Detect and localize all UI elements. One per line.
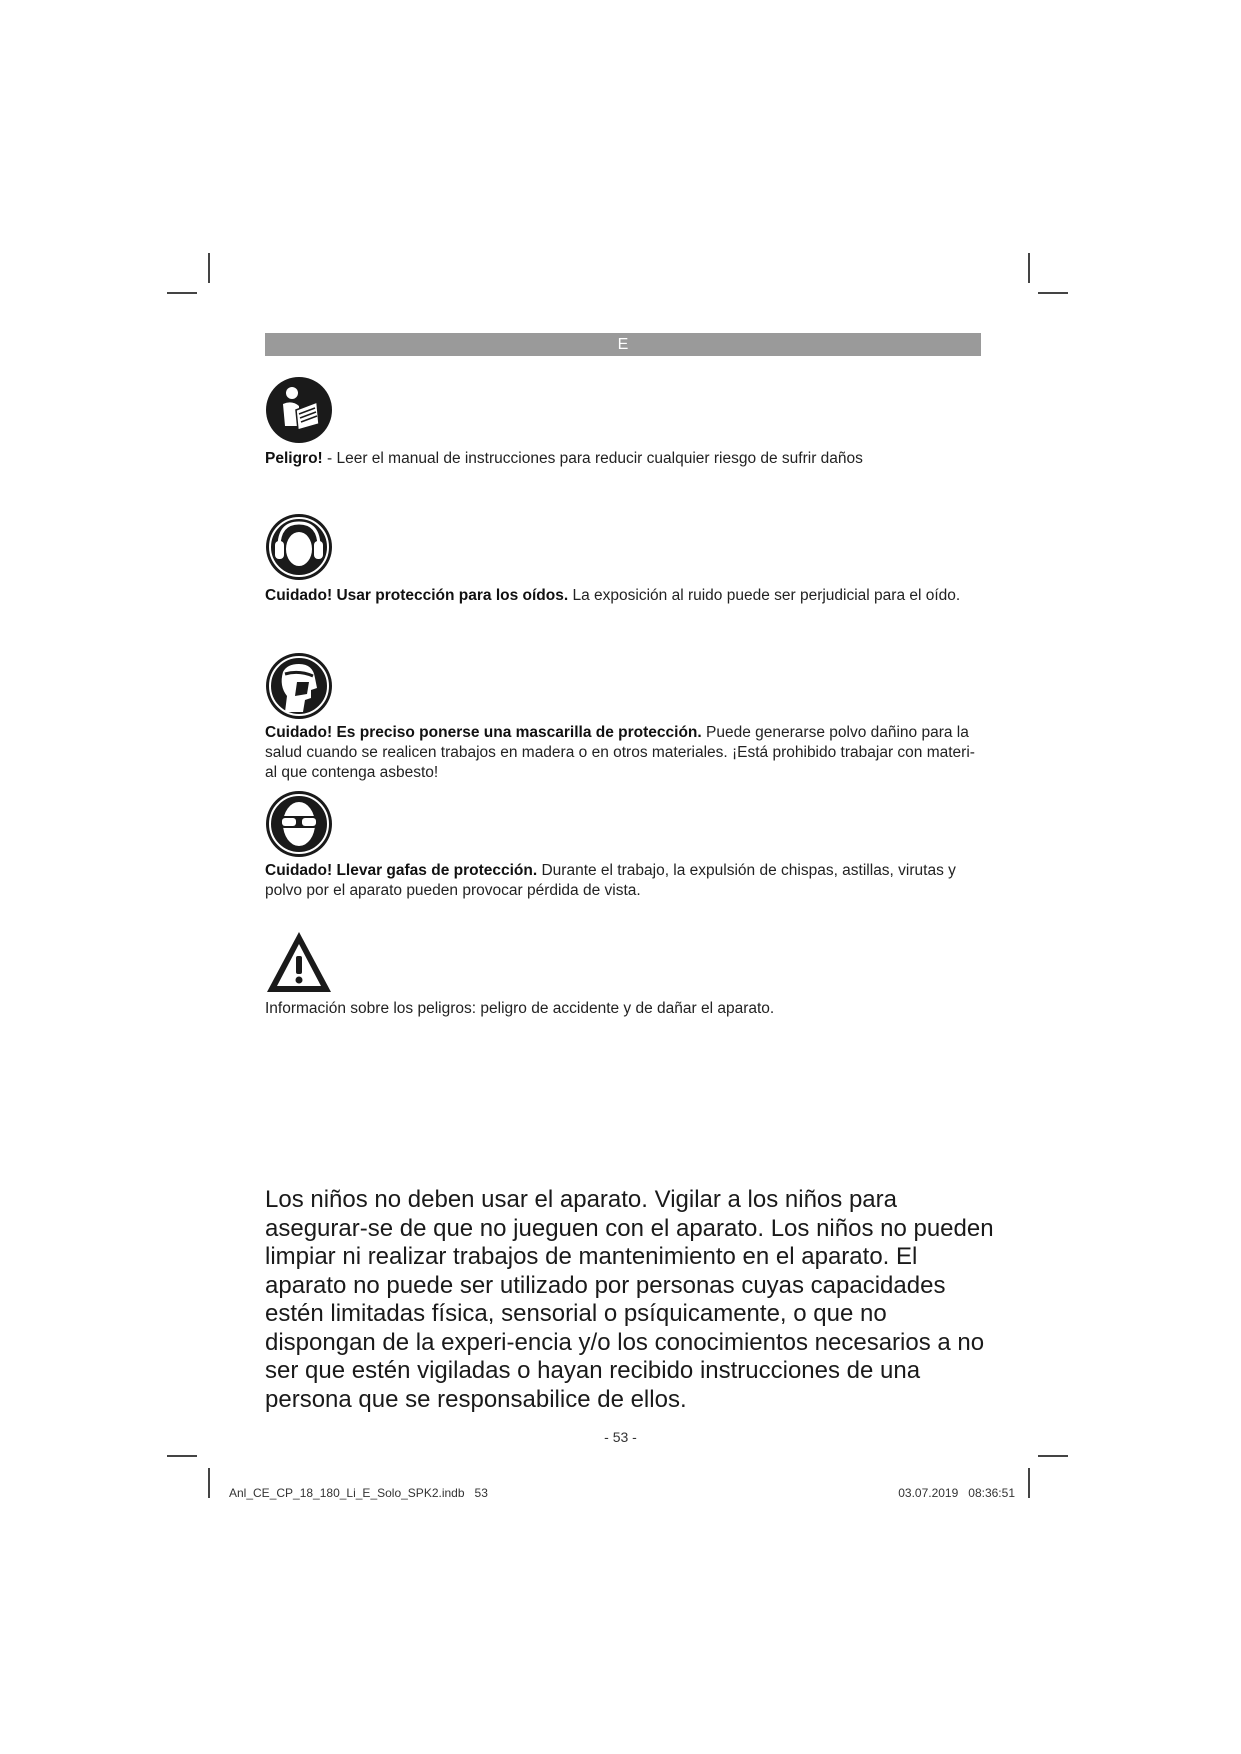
warning-text-safety-goggles [265, 861, 981, 901]
warning-text-general [265, 999, 981, 1019]
warning-bold-label: Cuidado! Llevar gafas de protección. [265, 862, 538, 879]
warning-text-dust-mask [265, 723, 981, 783]
ear-protection-icon [265, 513, 333, 581]
warning-bold-label: Cuidado! Usar protección para los oídos. [265, 587, 569, 604]
crop-mark [208, 1468, 210, 1498]
crop-mark [1038, 292, 1068, 294]
warning-body: La exposición al ruido puede ser perjudicial para el oído. [568, 587, 961, 604]
dust-mask-icon [265, 652, 333, 720]
warning-triangle-icon [265, 928, 333, 996]
crop-mark [1028, 253, 1030, 283]
crop-mark [1038, 1455, 1068, 1457]
footer-datetime: 03.07.2019 08:36:51 [898, 1486, 1015, 1500]
crop-mark [167, 292, 197, 294]
read-manual-icon [265, 376, 333, 444]
warning-text-ear-protection [265, 586, 981, 606]
safety-goggles-icon [265, 790, 333, 858]
footer-file-name: Anl_CE_CP_18_180_Li_E_Solo_SPK2.indb 53 [229, 1486, 488, 1500]
crop-mark [1028, 1468, 1030, 1498]
warning-bold-label: Cuidado! Es preciso ponerse una mascarilla de protección. [265, 724, 702, 741]
warning-body: - Leer el manual de instrucciones para reducir cualquier riesgo de sufrir daños [322, 450, 863, 467]
page-number: - 53 - [604, 1429, 637, 1445]
warning-text-read-manual [265, 449, 981, 469]
crop-mark [208, 253, 210, 283]
section-header-bar: E [265, 333, 981, 356]
warning-body: Puede generarse polvo dañino para la salud cuando se realicen trabajos en madera o en otros materiales. ¡Está prohibido trabajar con materi-al que contenga asbesto! [265, 724, 975, 781]
warning-body: Información sobre los peligros: peligro de accidente y de dañar el aparato. [265, 1000, 775, 1017]
warning-bold-label: Peligro! [265, 450, 323, 467]
warning-body: Durante el trabajo, la expulsión de chispas, astillas, virutas y polvo por el aparato pueden provocar pérdida de vista. [265, 862, 956, 899]
crop-mark [167, 1455, 197, 1457]
children-safety-notice: Los niños no deben usar el aparato. Vigilar a los niños para asegurar-se de que no jueguen con el aparato. Los niños no pueden limpiar ni realizar trabajos de mantenimiento en el aparato. El aparato no puede ser utilizado por personas cuyas capacidades estén limitadas física, sensorial o psíquicamente, o que no dispongan de la experi-encia y/o los conocimientos necesarios a no ser que estén vigiladas o hayan recibido instrucciones de una persona que se responsabilice de ellos. [265, 1186, 994, 1413]
